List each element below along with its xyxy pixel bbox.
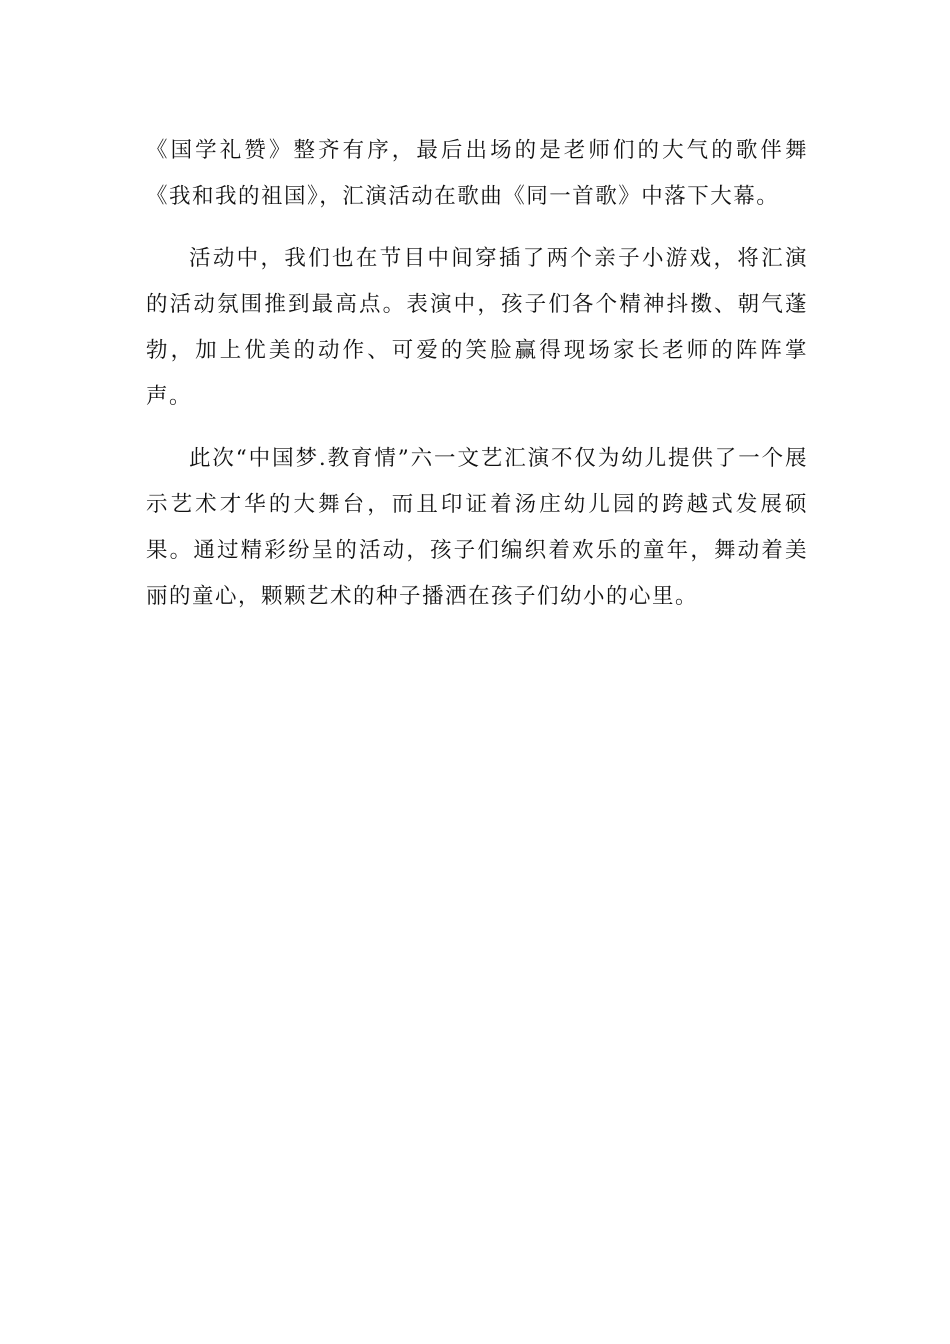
paragraph-summary: 此次“中国梦.教育情”六一文艺汇演不仅为幼儿提供了一个展示艺术才华的大舞台，而且印证着汤庄幼儿园的跨越式发展硕果。通过精彩纷呈的活动，孩子们编织着欢乐的童年，舞动着美丽的童心，颗颗艺术的种子播洒在孩子们幼小的心里。 bbox=[146, 446, 808, 609]
document-body bbox=[146, 128, 808, 636]
paragraph-activity: 活动中，我们也在节目中间穿插了两个亲子小游戏，将汇演的活动氛围推到最高点。表演中，孩子们各个精神抖擞、朝气蓬勃，加上优美的动作、可爱的笑脸赢得现场家长老师的阵阵掌声。 bbox=[146, 246, 808, 409]
paragraph-continuation: 《国学礼赞》整齐有序，最后出场的是老师们的大气的歌伴舞《我和我的祖国》，汇演活动在歌曲《同一首歌》中落下大幕。 bbox=[146, 138, 808, 209]
